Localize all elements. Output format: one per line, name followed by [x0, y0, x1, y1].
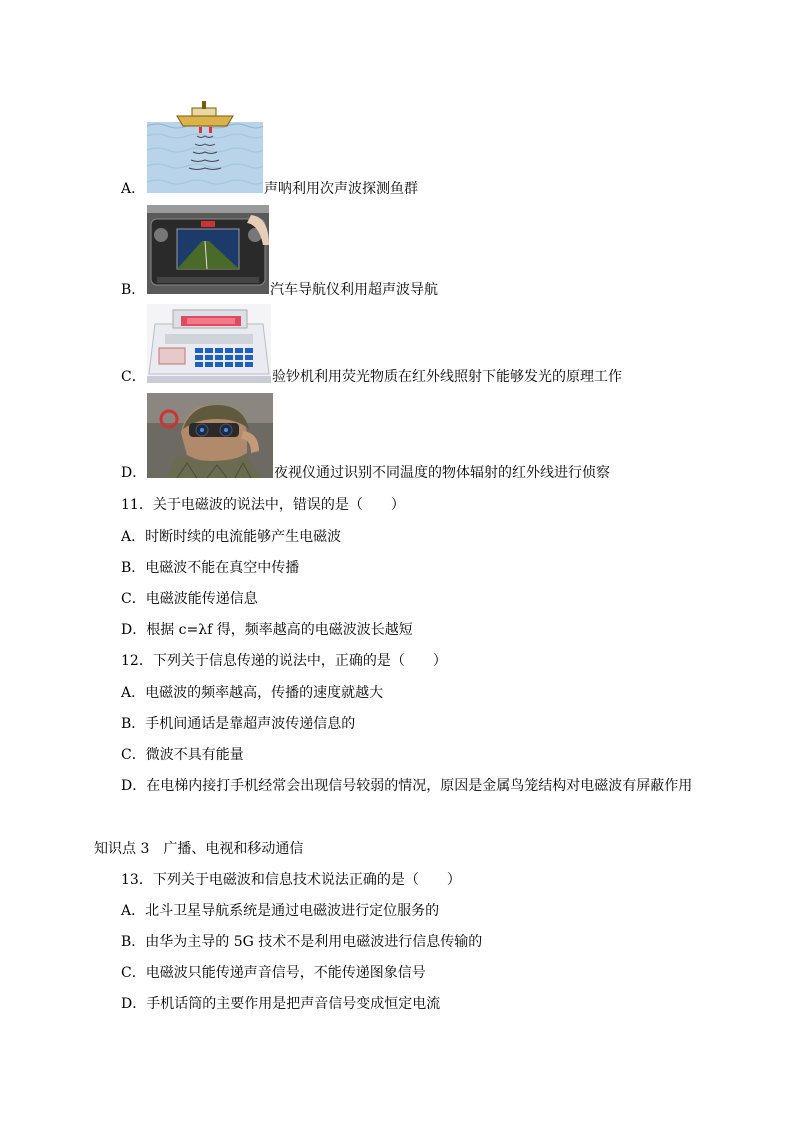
sonar-ship-image	[147, 100, 263, 193]
option-c-text: 验钞机利用荧光物质在红外线照射下能够发光的原理工作	[272, 369, 622, 385]
q13-option-a: A．北斗卫星导航系统是通过电磁波进行定位服务的	[121, 903, 440, 919]
q13-option-c: C．电磁波只能传递声音信号，不能传递图象信号	[121, 965, 426, 981]
q12-option-b: B．手机间通话是靠超声波传递信息的	[121, 716, 356, 732]
q12-option-a: A．电磁波的频率越高，传播的速度就越大	[121, 685, 384, 701]
section-title: 知识点 3 广播、电视和移动通信	[94, 841, 304, 857]
banknote-checker-image	[147, 304, 271, 383]
q12-stem: 12．下列关于信息传递的说法中，正确的是（ ）	[121, 653, 447, 669]
car-navigation-image	[147, 205, 269, 294]
q13-option-b: B．由华为主导的 5G 技术不是利用电磁波进行信息传输的	[121, 934, 483, 950]
q13-option-d: D．手机话筒的主要作用是把声音信号变成恒定电流	[121, 996, 441, 1012]
option-a-text: 声呐利用次声波探测鱼群	[264, 181, 418, 197]
option-c-letter: C．	[121, 369, 146, 385]
q12-option-c: C．微波不具有能量	[121, 747, 244, 763]
q12-option-d: D．在电梯内接打手机经常会出现信号较弱的情况，原因是金属鸟笼结构对电磁波有屏蔽作用	[121, 778, 693, 794]
option-d-letter: D．	[121, 465, 147, 481]
option-a-letter: A．	[121, 181, 146, 197]
q11-option-a: A．时断时续的电流能够产生电磁波	[121, 529, 342, 545]
q11-option-d: D．根据 c=λf 得，频率越高的电磁波波长越短	[121, 622, 413, 638]
night-vision-image	[147, 393, 273, 478]
option-b-letter: B．	[121, 282, 146, 298]
q13-stem: 13．下列关于电磁波和信息技术说法正确的是（ ）	[121, 872, 461, 888]
q11-option-b: B．电磁波不能在真空中传播	[121, 560, 300, 576]
option-b-text: 汽车导航仪利用超声波导航	[270, 282, 438, 298]
q11-option-c: C．电磁波能传递信息	[121, 591, 258, 607]
option-d-text: 夜视仪通过识别不同温度的物体辐射的红外线进行侦察	[274, 465, 610, 481]
q11-stem: 11．关于电磁波的说法中，错误的是（ ）	[121, 497, 405, 513]
